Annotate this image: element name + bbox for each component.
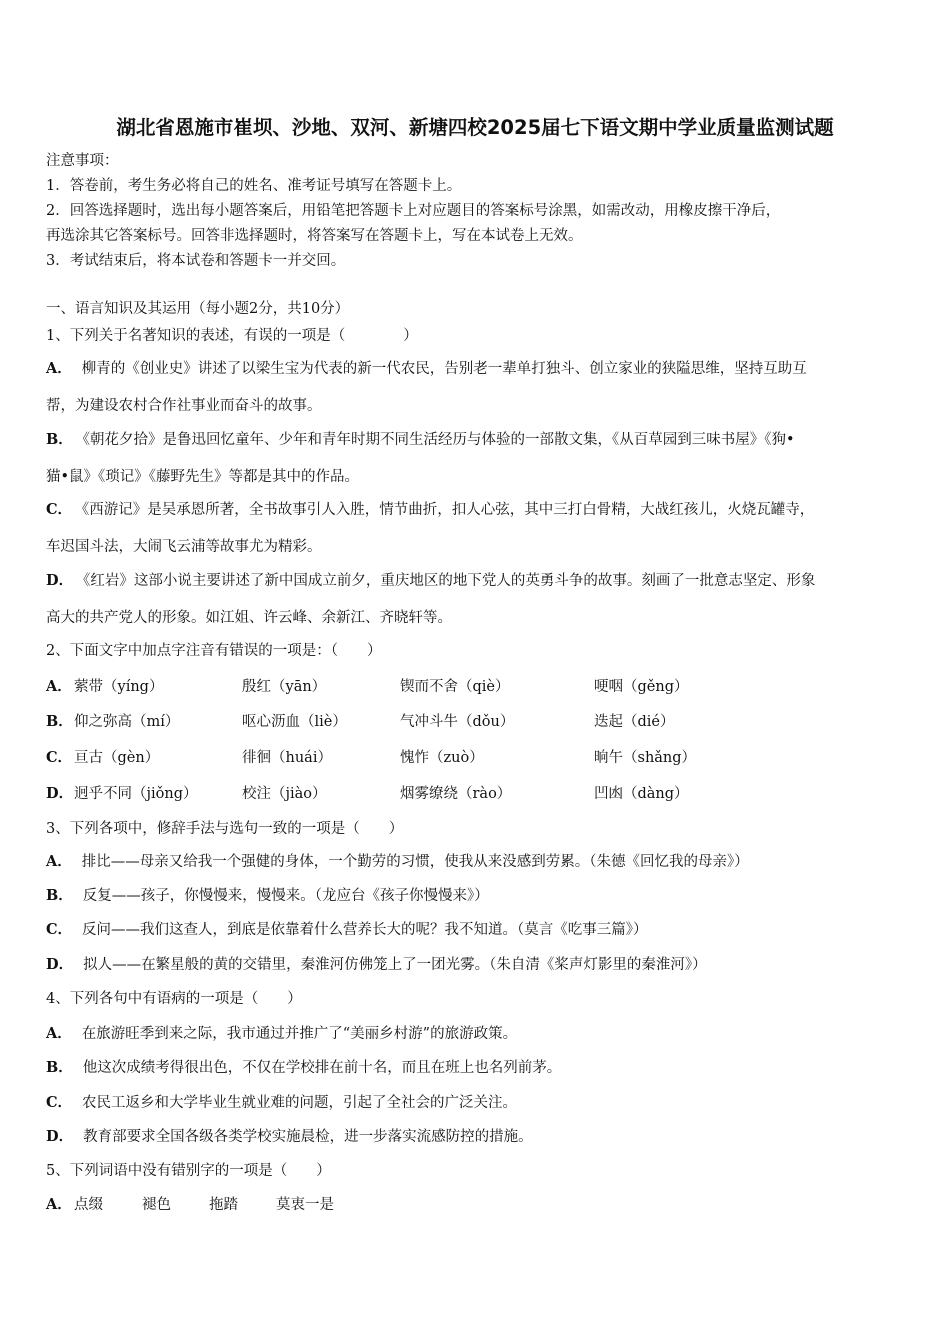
- question-5-stem: 5、下列词语中没有错别字的一项是（ ）: [46, 1163, 331, 1179]
- question-3-stem: 3、下列各项中，修辞手法与选句一致的一项是（ ）: [46, 821, 404, 837]
- q5-a-word-3: 拖踏: [209, 1197, 238, 1213]
- option-label: C．: [46, 749, 73, 766]
- option-label: A．: [46, 1025, 72, 1042]
- section-heading: 一、语言知识及其运用（每小题2分，共10分）: [46, 301, 350, 317]
- q3-option-b: [46, 886, 489, 906]
- q2-d-item-4: 凹凼（dàng）: [594, 786, 689, 802]
- q2-d-item-1: 迥乎不同（jiǒng）: [74, 786, 198, 802]
- option-label: C．: [46, 921, 73, 938]
- q3-option-a: [46, 852, 749, 872]
- q4-option-b: [46, 1058, 561, 1078]
- option-label: B．: [46, 431, 73, 448]
- q2-a-item-1: 萦带（yíng）: [74, 679, 164, 695]
- option-text: 农民工返乡和大学毕业生就业难的问题，引起了全社会的广泛关注。: [82, 1095, 518, 1111]
- q4-option-c: [46, 1093, 517, 1113]
- q2-d-item-3: 烟雾缭绕（rào）: [400, 786, 512, 802]
- q1-option-a-cont: 帮，为建设农村合作社事业而奋斗的故事。: [46, 398, 322, 414]
- option-label: A．: [46, 678, 72, 695]
- notice-item: 再选涂其它答案标号。回答非选择题时，将答案写在答题卡上，写在本试卷上无效。: [46, 228, 583, 244]
- option-text: 教育部要求全国各级各类学校实施晨检，进一步落实流感防控的措施。: [83, 1129, 533, 1145]
- q4-option-a: [46, 1024, 517, 1044]
- option-label: D．: [46, 572, 74, 589]
- q2-b-item-2: 呕心沥血（liè）: [242, 714, 347, 730]
- q2-c-item-1: 亘古（gèn）: [74, 750, 160, 766]
- q2-c-item-4: 晌午（shǎng）: [594, 750, 697, 766]
- option-label: B．: [46, 1059, 73, 1076]
- question-4-stem: 4、下列各句中有语病的一项是（ ）: [46, 991, 302, 1007]
- option-label: C．: [46, 501, 73, 518]
- option-label: B．: [46, 713, 73, 730]
- option-text: 反问——我们这查人，到底是依靠着什么营养长大的呢？我不知道。（莫言《吃事三篇》）: [82, 922, 648, 938]
- option-text: 《西游记》是吴承恩所著，全书故事引人入胜，情节曲折，扣人心弦，其中三打白骨精，大战红孩儿，火烧瓦罐寺，: [82, 502, 815, 518]
- question-2-stem: 2、下面文字中加点字注音有错误的一项是：（ ）: [46, 643, 382, 659]
- q1-option-d: [46, 571, 815, 591]
- q1-option-b-cont: 猫•鼠》《琐记》《藤野先生》等都是其中的作品。: [46, 469, 360, 485]
- q2-b-item-3: 气冲斗牛（dǒu）: [400, 714, 515, 730]
- option-label: D．: [46, 956, 74, 973]
- exam-title: 湖北省恩施市崔坝、沙地、双河、新塘四校2025届七下语文期中学业质量监测试题: [116, 116, 834, 139]
- option-text: 柳青的《创业史》讲述了以梁生宝为代表的新一代农民，告别老一辈单打独斗、创立家业的狭隘思维，坚持互助互: [81, 361, 807, 377]
- option-label: B．: [46, 887, 73, 904]
- option-text: 在旅游旺季到来之际，我市通过并推广了“美丽乡村游”的旅游政策。: [81, 1026, 518, 1042]
- option-text: 他这次成绩考得很出色，不仅在学校排在前十名，而且在班上也名列前茅。: [82, 1060, 562, 1076]
- q5-a-word-1: 点缀: [74, 1197, 103, 1213]
- q2-a-item-2: 殷红（yān）: [242, 679, 327, 695]
- option-text: 排比——母亲又给我一个强健的身体，一个勤劳的习惯，使我从来没感到劳累。（朱德《回忆我的母亲》）: [81, 854, 749, 870]
- q2-a-item-3: 锲而不舍（qiè）: [400, 679, 510, 695]
- q2-b-item-4: 迭起（dié）: [594, 714, 675, 730]
- q2-c-item-2: 徘徊（huái）: [242, 750, 332, 766]
- q3-option-c: [46, 920, 648, 940]
- option-text: 拟人——在繁星般的黄的交错里，秦淮河仿佛笼上了一团光雾。（朱自清《桨声灯影里的秦淮河》）: [83, 957, 707, 973]
- question-1-stem: 1、下列关于名著知识的表述，有误的一项是（ ）: [46, 328, 418, 344]
- q2-d-item-2: 校注（jiào）: [242, 786, 327, 802]
- q3-option-d: [46, 955, 707, 975]
- option-text: 《朝花夕拾》是鲁迅回忆童年、少年和青年时期不同生活经历与体验的一部散文集，《从百草园到三味书屋》《狗•: [82, 432, 795, 448]
- option-label: C．: [46, 1094, 73, 1111]
- q4-option-d: [46, 1127, 533, 1147]
- option-label: D．: [46, 1128, 74, 1145]
- option-label: A．: [46, 853, 72, 870]
- option-text: 反复——孩子，你慢慢来，慢慢来。（龙应台《孩子你慢慢来》）: [82, 888, 489, 904]
- q2-b-item-1: 仰之弥高（mí）: [74, 714, 180, 730]
- notice-item: 3．考试结束后，将本试卷和答题卡一并交回。: [46, 253, 346, 269]
- q1-option-d-cont: 高大的共产党人的形象。如江姐、许云峰、余新江、齐晓轩等。: [46, 610, 452, 626]
- q1-option-c-cont: 车迟国斗法，大闹飞云浦等故事尤为精彩。: [46, 539, 322, 555]
- notice-item: 1．答卷前，考生务必将自己的姓名、准考证号填写在答题卡上。: [46, 178, 462, 194]
- q1-option-a: [46, 359, 807, 379]
- option-label: D．: [46, 785, 74, 802]
- option-label: A．: [46, 360, 72, 377]
- q2-c-item-3: 愧怍（zuò）: [400, 750, 484, 766]
- q1-option-c: [46, 500, 814, 520]
- option-label: A．: [46, 1196, 72, 1213]
- notice-heading: 注意事项：: [46, 153, 119, 169]
- notice-item: 2．回答选择题时，选出每小题答案后，用铅笔把答题卡上对应题目的答案标号涂黑，如需改动，用橡皮擦干净后，: [46, 203, 781, 219]
- q2-a-item-4: 哽咽（gěng）: [594, 679, 689, 695]
- option-text: 《红岩》这部小说主要讲述了新中国成立前夕，重庆地区的地下党人的英勇斗争的故事。刻画了一批意志坚定、形象: [83, 573, 816, 589]
- q5-a-word-4: 莫衷一是: [276, 1197, 334, 1213]
- q5-a-word-2: 褪色: [142, 1197, 171, 1213]
- q1-option-b: [46, 430, 795, 450]
